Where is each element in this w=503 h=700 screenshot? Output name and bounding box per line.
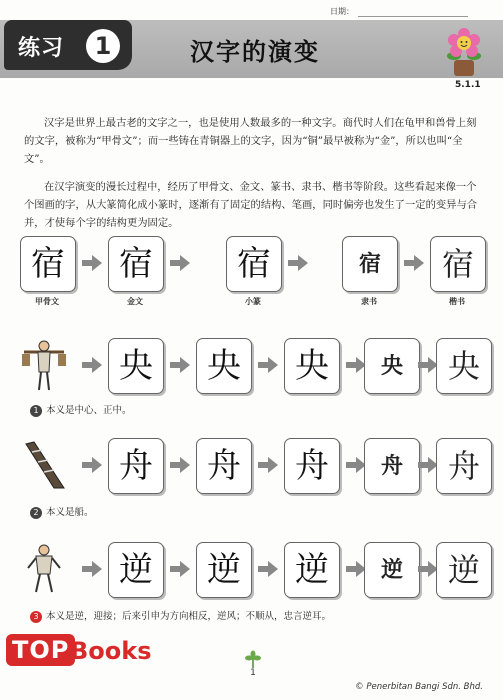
arrow-icon <box>346 457 366 473</box>
intro-paragraph-2: 在汉字演变的漫长过程中，经历了甲骨文、金文、篆书、隶书、楷书等阶段。这些看起来像一个个图画的字，从大篆简化成小篆时，逐渐有了固定的结构、笔画，同时偏旁也发生了一定的变异与合并，才使每个字的结构更为固定。 <box>24 181 478 230</box>
caption-regular: 楷书 <box>449 297 465 306</box>
note-1 <box>30 402 132 417</box>
char-stage-4: 舟 <box>364 438 420 494</box>
date-line[interactable] <box>358 8 468 17</box>
exercise-number: 1 <box>86 29 120 63</box>
arrow-icon <box>82 457 102 473</box>
lesson-code: 5.1.1 <box>455 80 481 90</box>
boat-icon <box>20 438 68 494</box>
char-stage-3: 逆 <box>284 542 340 598</box>
logo-books-text: Books <box>70 637 152 665</box>
flower-pot-icon <box>440 26 488 78</box>
char-stage-1: 央 <box>108 338 164 394</box>
exercise-tab <box>4 20 132 70</box>
char-small-seal: 宿 <box>226 236 282 292</box>
caption-bronze: 金文 <box>127 297 143 306</box>
evolution-row-1 <box>20 236 490 296</box>
topbooks-logo <box>6 632 152 688</box>
note-text: 本义是船。 <box>46 507 94 518</box>
note-text: 本义是中心、正中。 <box>46 405 132 416</box>
arrow-icon <box>82 561 102 577</box>
intro-paragraph-1: 汉字是世界上最古老的文字之一，也是使用人数最多的一种文字。商代时人们在龟甲和兽骨上刻的文字，被称为“甲骨文”；而一些铸在青铜器上的文字，因为“铜”最早被称为“金”，所以也叫“全文”。 <box>24 117 477 166</box>
char-stage-2: 逆 <box>196 542 252 598</box>
caption-clerical: 隶书 <box>361 297 377 306</box>
publisher-credit: © Penerbitan Bangi Sdn. Bhd. <box>355 682 483 692</box>
arrow-icon <box>404 255 424 271</box>
arrow-icon <box>288 255 308 271</box>
evolution-row-4 <box>20 542 490 602</box>
date-field <box>330 6 468 17</box>
date-label: 日期： <box>330 7 354 16</box>
arrow-icon <box>418 561 438 577</box>
note-number: 2 <box>30 507 42 519</box>
arrow-icon <box>346 357 366 373</box>
person-carrying-pole-icon <box>20 338 68 394</box>
note-number: 1 <box>30 405 42 417</box>
char-stage-1: 舟 <box>108 438 164 494</box>
arrow-icon <box>82 357 102 373</box>
arrow-icon <box>346 561 366 577</box>
char-stage-3: 央 <box>284 338 340 394</box>
logo-top-text: TOP <box>6 634 75 666</box>
char-stage-2: 舟 <box>196 438 252 494</box>
char-stage-4: 逆 <box>364 542 420 598</box>
char-stage-2: 央 <box>196 338 252 394</box>
evolution-row-2 <box>20 338 490 398</box>
char-bronze: 宿 <box>108 236 164 292</box>
caption-small-seal: 小篆 <box>245 297 261 306</box>
char-stage-3: 舟 <box>284 438 340 494</box>
arrow-icon <box>170 561 190 577</box>
char-clerical: 宿 <box>342 236 398 292</box>
note-2 <box>30 504 94 519</box>
caption-oracle: 甲骨文 <box>35 297 59 306</box>
page-number: 1 <box>250 668 256 678</box>
arrow-icon <box>258 357 278 373</box>
arrow-icon <box>418 457 438 473</box>
arrow-icon <box>82 255 102 271</box>
page-title: 汉字的演变 <box>190 38 320 66</box>
char-oracle: 宿 <box>20 236 76 292</box>
person-walking-icon <box>20 542 68 598</box>
char-regular: 宿 <box>430 236 486 292</box>
note-3 <box>30 608 331 623</box>
char-stage-5: 央 <box>436 338 492 394</box>
char-stage-5: 逆 <box>436 542 492 598</box>
arrow-icon <box>258 457 278 473</box>
char-stage-1: 逆 <box>108 542 164 598</box>
note-number: 3 <box>30 611 42 623</box>
evolution-row-3 <box>20 438 490 498</box>
arrow-icon <box>170 357 190 373</box>
exercise-label: 练习 <box>18 36 65 61</box>
plant-icon <box>242 650 264 670</box>
char-stage-4: 央 <box>364 338 420 394</box>
char-stage-5: 舟 <box>436 438 492 494</box>
arrow-icon <box>258 561 278 577</box>
arrow-icon <box>170 255 190 271</box>
arrow-icon <box>418 357 438 373</box>
note-text: 本义是逆，迎接；后来引申为方向相反，逆风；不顺从，忠言逆耳。 <box>46 611 332 622</box>
arrow-icon <box>170 457 190 473</box>
